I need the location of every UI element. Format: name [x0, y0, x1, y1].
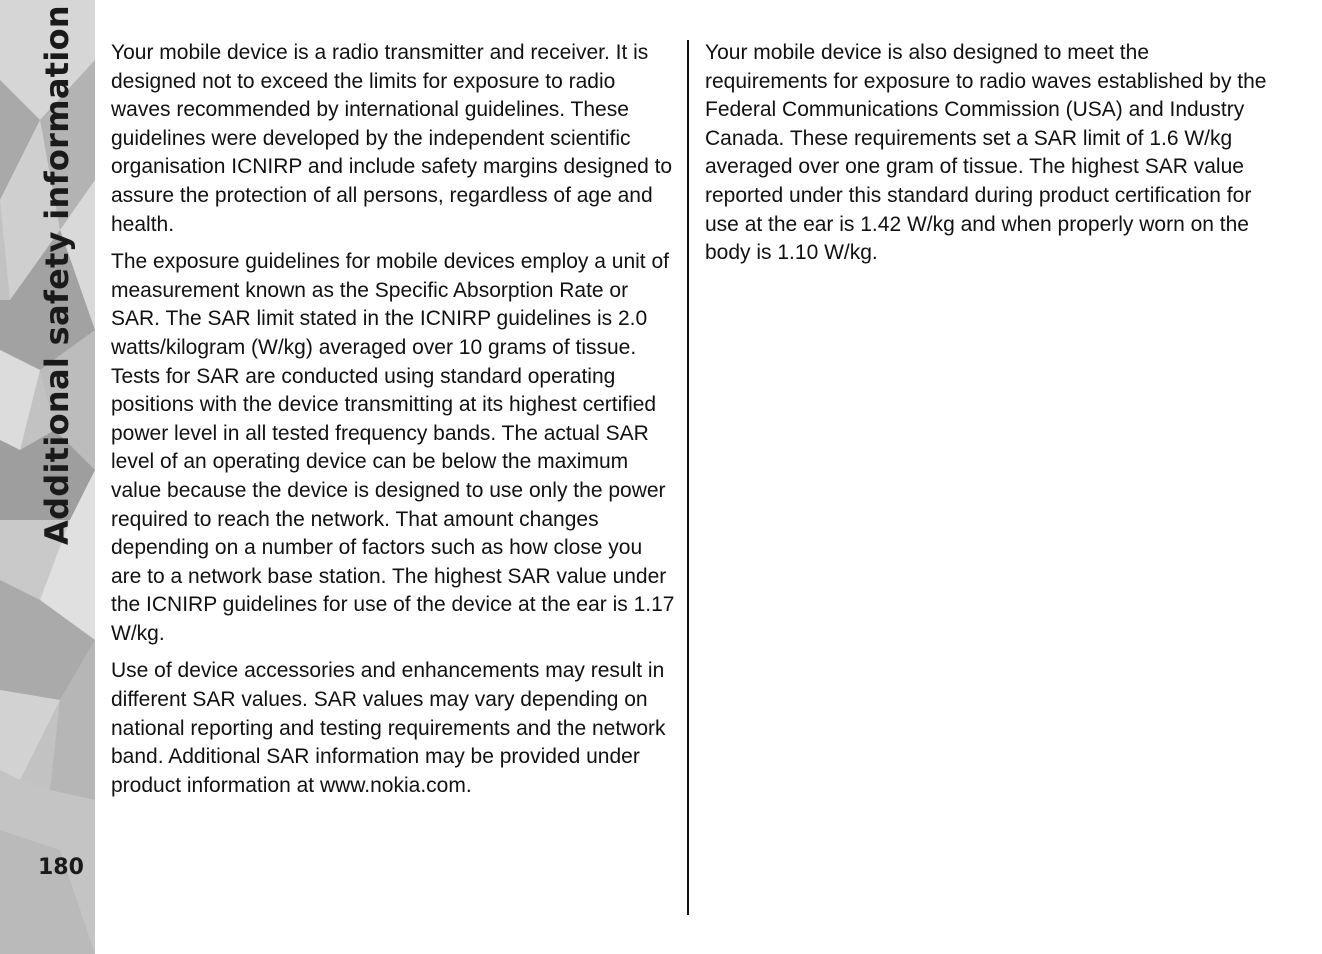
- paragraph: Your mobile device is also designed to meet the requirements for exposure to radio waves established by the Federal Communications Commission (USA) and Industry Canada. These requirements set a SAR limit of 1.6 W/kg averaged over one gram of tissue. The highest SAR value reported under this standard during product certification for use at the ear is 1.42 W/kg and when properly worn on the body is 1.10 W/kg.: [705, 41, 1267, 265]
- right-text-column: [705, 39, 1271, 277]
- section-title: Additional safety information: [38, 5, 76, 545]
- left-text-column: [111, 39, 677, 809]
- paragraph: The exposure guidelines for mobile devices employ a unit of measurement known as the Specific Absorption Rate or SAR. The SAR limit stated in the ICNIRP guidelines is 2.0 watts/kilogram (W/kg) averaged over 10 grams of tissue. Tests for SAR are conducted using standard operating positions with the device transmitting at its highest certified power level in all tested frequency bands. The actual SAR level of an operating device can be below the maximum value because the device is designed to use only the power required to reach the network. That amount changes depending on a number of factors such as how close you are to a network base station. The highest SAR value under the ICNIRP guidelines for use of the device at the ear is 1.17 W/kg.: [111, 250, 675, 645]
- paragraph: Use of device accessories and enhancements may result in different SAR values. SAR values may vary depending on national reporting and testing requirements and the network band. Additional SAR information may be provided under product information at www.nokia.com.: [111, 659, 666, 797]
- paragraph: Your mobile device is a radio transmitter and receiver. It is designed not to exceed the limits for exposure to radio waves recommended by international guidelines. These guidelines were developed by the independent scientific organisation ICNIRP and include safety margins designed to assure the protection of all persons, regardless of age and health.: [111, 41, 673, 236]
- page-number: 180: [38, 855, 84, 880]
- column-divider: [687, 40, 689, 915]
